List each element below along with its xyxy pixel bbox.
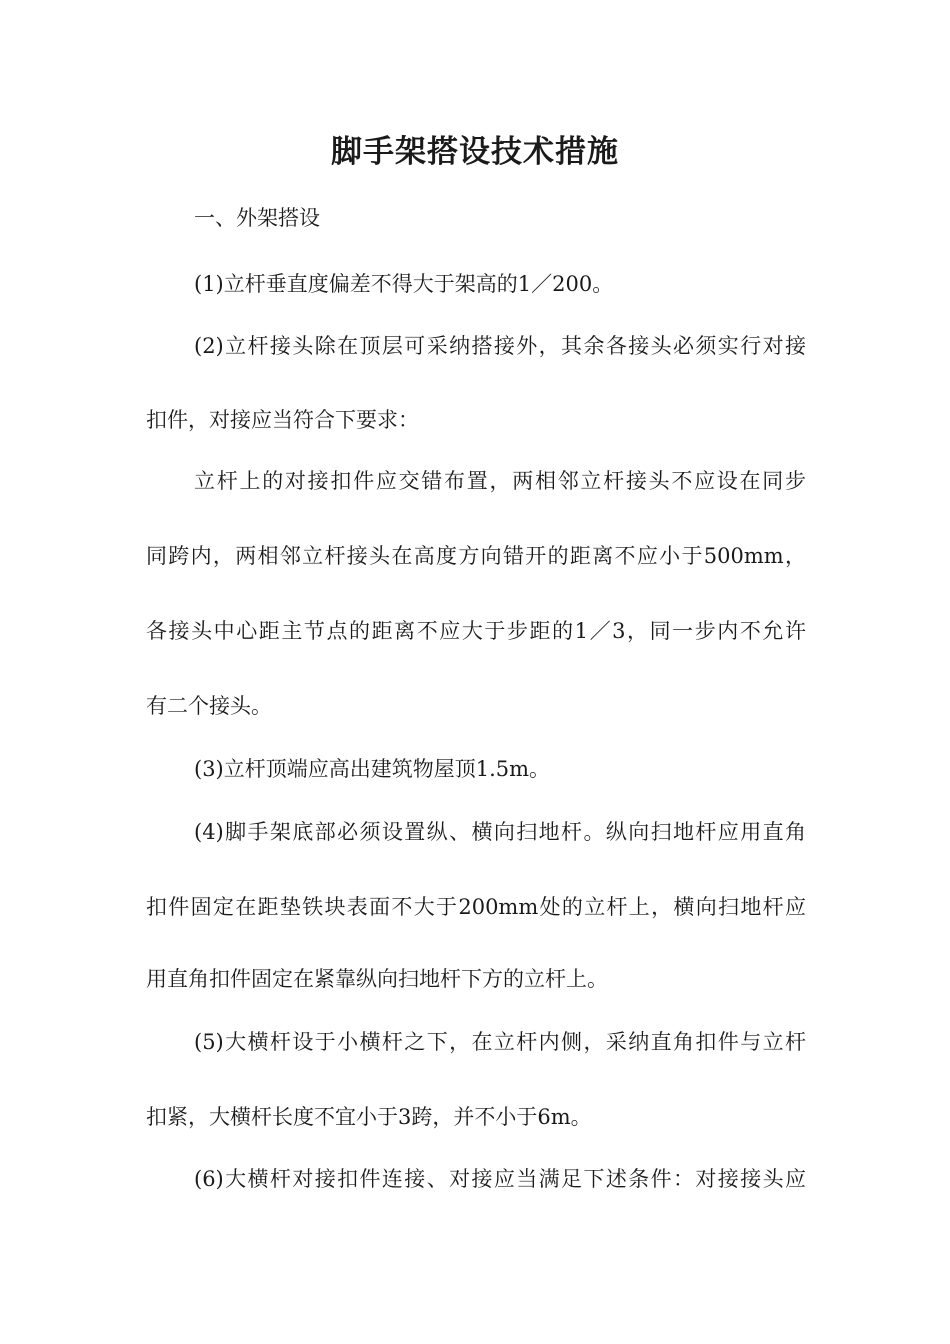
paragraph-line: 立杆上的对接扣件应交错布置，两相邻立杆接头不应设在同步 — [194, 469, 806, 493]
paragraph-line: 扣件固定在距垫铁块表面不大于200mm处的立杆上，横向扫地杆应 — [146, 895, 806, 919]
paragraph-line: 有二个接头。 — [146, 694, 272, 718]
document-title: 脚手架搭设技术措施 — [331, 134, 619, 170]
paragraph-line: (2)立杆接头除在顶层可采纳搭接外，其余各接头必须实行对接 — [194, 334, 806, 358]
paragraph-line: (4)脚手架底部必须设置纵、横向扫地杆。纵向扫地杆应用直角 — [194, 820, 806, 844]
paragraph-line: (1)立杆垂直度偏差不得大于架高的1／200。 — [194, 272, 614, 296]
paragraph-line: 同跨内，两相邻立杆接头在高度方向错开的距离不应小于500mm， — [146, 544, 807, 568]
paragraph-line: 各接头中心距主节点的距离不应大于步距的1／3，同一步内不允许 — [146, 619, 806, 643]
paragraph-line: 扣紧，大横杆长度不宜小于3跨，并不小于6m。 — [146, 1105, 592, 1129]
paragraph-line: 用直角扣件固定在紧靠纵向扫地杆下方的立杆上。 — [146, 967, 608, 991]
paragraph-line: (3)立杆顶端应高出建筑物屋顶1.5m。 — [194, 757, 551, 781]
paragraph-line: 扣件，对接应当符合下要求： — [146, 408, 419, 432]
paragraph-line: (5)大横杆设于小横杆之下，在立杆内侧，采纳直角扣件与立杆 — [194, 1030, 806, 1054]
section-heading: 一、外架搭设 — [194, 206, 320, 230]
paragraph-line: (6)大横杆对接扣件连接、对接应当满足下述条件：对接接头应 — [194, 1167, 806, 1191]
